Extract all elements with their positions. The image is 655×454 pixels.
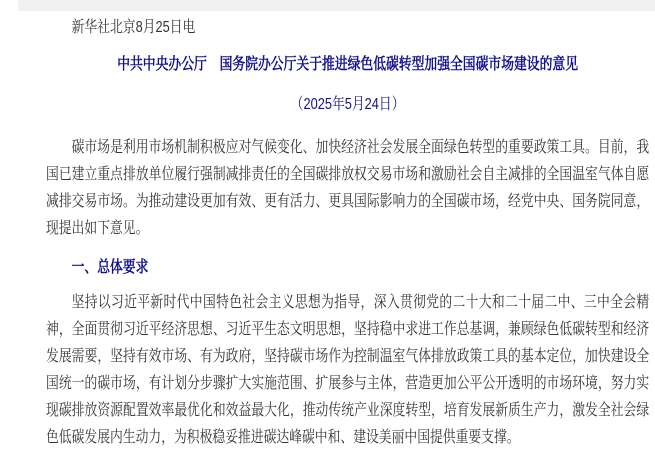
top-strip xyxy=(18,0,655,11)
publish-date: （2025年5月24日） xyxy=(290,96,405,113)
article-title: 中共中央办公厅 国务院办公厅关于推进绿色低碳转型加强全国碳市场建设的意见 xyxy=(117,56,578,73)
news-dateline: 新华社北京8月25日电 xyxy=(71,19,196,36)
section-paragraph: 坚持以习近平新时代中国特色社会主义思想为指导，深入贯彻党的二十大和二十届二中、三中全会精神，全面贯彻习近平经济思想、习近平生态文明思想，坚持稳中求进工作总基调，兼顾绿色低碳转型和经济发展需要，坚持有效市场、有为政府，坚持碳市场作为控制温室气体排放政策工具的基本定位，加快建设全国统一的碳市场，有计划分步骤扩大实施范围、扩展参与主体，营造更加公平公开透明的市场环境，努力实现碳排放资源配置效率最优化和效益最大化，推动传统产业深度转型，培育发展新质生产力，激发全社会绿色低碳发展内生动力，为积极稳妥推进碳达峰碳中和、建设美丽中国提供重要支撑。 xyxy=(46,294,650,446)
section-heading: 一、总体要求 xyxy=(71,259,149,276)
intro-paragraph: 碳市场是利用市场机制积极应对气候变化、加快经济社会发展全面绿色转型的重要政策工具。目前，我国已建立重点排放单位履行强制减排责任的全国碳排放权交易市场和激励社会自主减排的全国温室气体自愿减排交易市场。为推动建设更加有效、更有活力、更具国际影响力的全国碳市场，经党中央、国务院同意，现提出如下意见。 xyxy=(46,139,650,237)
article-content xyxy=(46,14,649,451)
